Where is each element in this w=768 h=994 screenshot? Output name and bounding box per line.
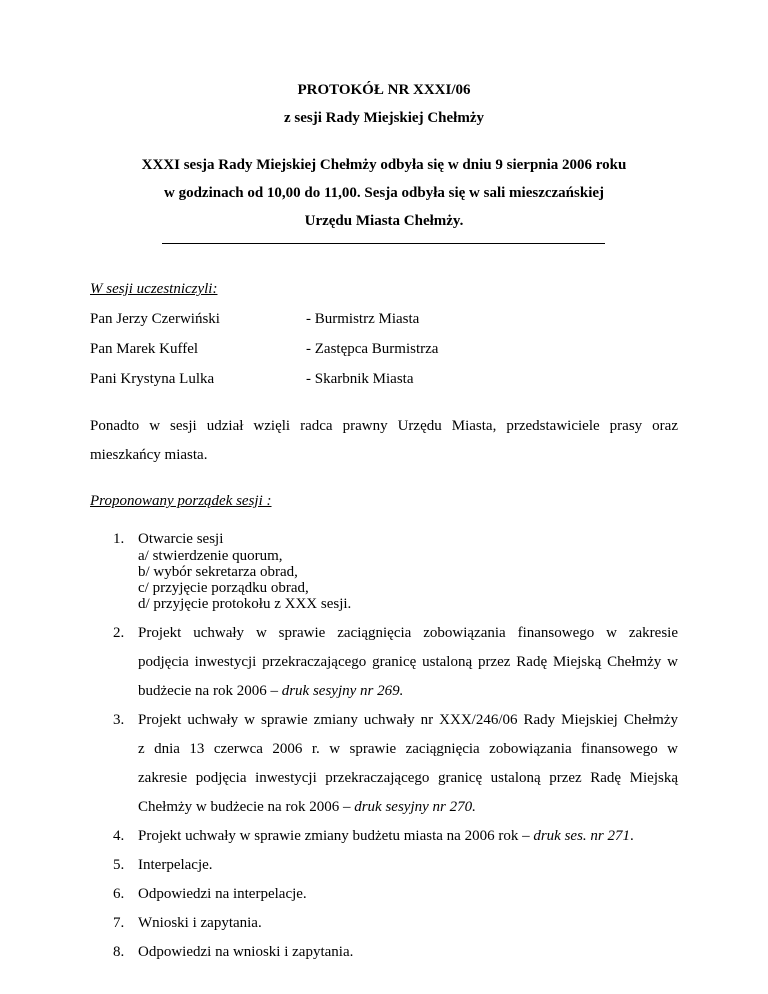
agenda-item-text: Odpowiedzi na interpelacje.	[138, 886, 307, 902]
agenda-item-text: Interpelacje.	[138, 857, 213, 873]
intro-line-1: XXXI sesja Rady Miejskiej Chełmży odbyła się w dniu 9 sierpnia 2006 roku	[141, 157, 627, 173]
document-subtitle: z sesji Rady Miejskiej Chełmży	[284, 110, 484, 126]
print-reference: druk sesyjny nr 269.	[281, 683, 404, 699]
agenda-item-number: 6.	[113, 886, 125, 902]
agenda-subitem: d/ przyjęcie protokołu z XXX sesji.	[138, 596, 352, 612]
agenda-item-line: z dnia 13 czerwca 2006 r. w sprawie zaciągnięcia zobowiązania finansowego w	[138, 741, 678, 757]
agenda-item-number: 3.	[113, 712, 125, 728]
participant-name: Pani Krystyna Lulka	[90, 371, 215, 387]
additional-line-2: mieszkańcy miasta.	[90, 447, 208, 463]
agenda-item-number: 4.	[113, 828, 125, 844]
print-reference: druk sesyjny nr 270.	[354, 799, 476, 815]
agenda-subitem: b/ wybór sekretarza obrad,	[138, 564, 298, 580]
agenda-heading: Proponowany porządek sesji :	[90, 493, 272, 509]
agenda-item-line: zakresie podjęcia inwestycji przekraczającego granicę ustaloną przez Radę Miejską	[138, 770, 678, 786]
agenda-item-number: 2.	[113, 625, 125, 641]
participant-name: Pan Jerzy Czerwiński	[90, 311, 220, 327]
participant-role: - Zastępca Burmistrza	[306, 341, 439, 357]
participant-name: Pan Marek Kuffel	[90, 341, 199, 357]
print-reference: druk ses. nr 271	[533, 828, 630, 844]
agenda-item-text: Wnioski i zapytania.	[138, 915, 262, 931]
agenda-item-text: Otwarcie sesji	[138, 531, 224, 547]
agenda-item-number: 7.	[113, 915, 125, 931]
agenda-item-text: Odpowiedzi na wnioski i zapytania.	[138, 944, 354, 960]
intro-line-2: w godzinach od 10,00 do 11,00. Sesja odbyła się w sali mieszczańskiej	[163, 185, 605, 201]
agenda-item-number: 1.	[113, 531, 125, 547]
agenda-item-line: budżecie na rok 2006 – druk sesyjny nr 269.	[138, 683, 404, 699]
additional-line-1: Ponadto w sesji udział wzięli radca prawny Urzędu Miasta, przedstawiciele prasy oraz	[90, 418, 678, 434]
agenda-subitem: c/ przyjęcie porządku obrad,	[138, 580, 309, 596]
agenda-subitem: a/ stwierdzenie quorum,	[138, 548, 283, 564]
agenda-item-line: podjęcia inwestycji przekraczającego granicę ustaloną przez Radę Miejską Chełmży w	[138, 654, 678, 670]
agenda-item-number: 5.	[113, 857, 125, 873]
agenda-item-number: 8.	[113, 944, 125, 960]
agenda-item-line: Projekt uchwały w sprawie zmiany uchwały nr XXX/246/06 Rady Miejskiej Chełmży	[138, 712, 678, 728]
document-title: PROTOKÓŁ NR XXXI/06	[297, 82, 471, 98]
agenda-item-line: Chełmży w budżecie na rok 2006 – druk sesyjny nr 270.	[138, 799, 476, 815]
participant-role: - Burmistrz Miasta	[306, 311, 420, 327]
intro-line-3: Urzędu Miasta Chełmży.	[304, 213, 464, 229]
agenda-item-line: Projekt uchwały w sprawie zmiany budżetu miasta na 2006 rok – druk ses. nr 271.	[138, 828, 634, 844]
horizontal-rule	[162, 243, 605, 244]
agenda-item-line: Projekt uchwały w sprawie zaciągnięcia zobowiązania finansowego w zakresie	[138, 625, 678, 641]
participant-role: - Skarbnik Miasta	[306, 371, 414, 387]
participants-heading: W sesji uczestniczyli:	[90, 281, 218, 297]
